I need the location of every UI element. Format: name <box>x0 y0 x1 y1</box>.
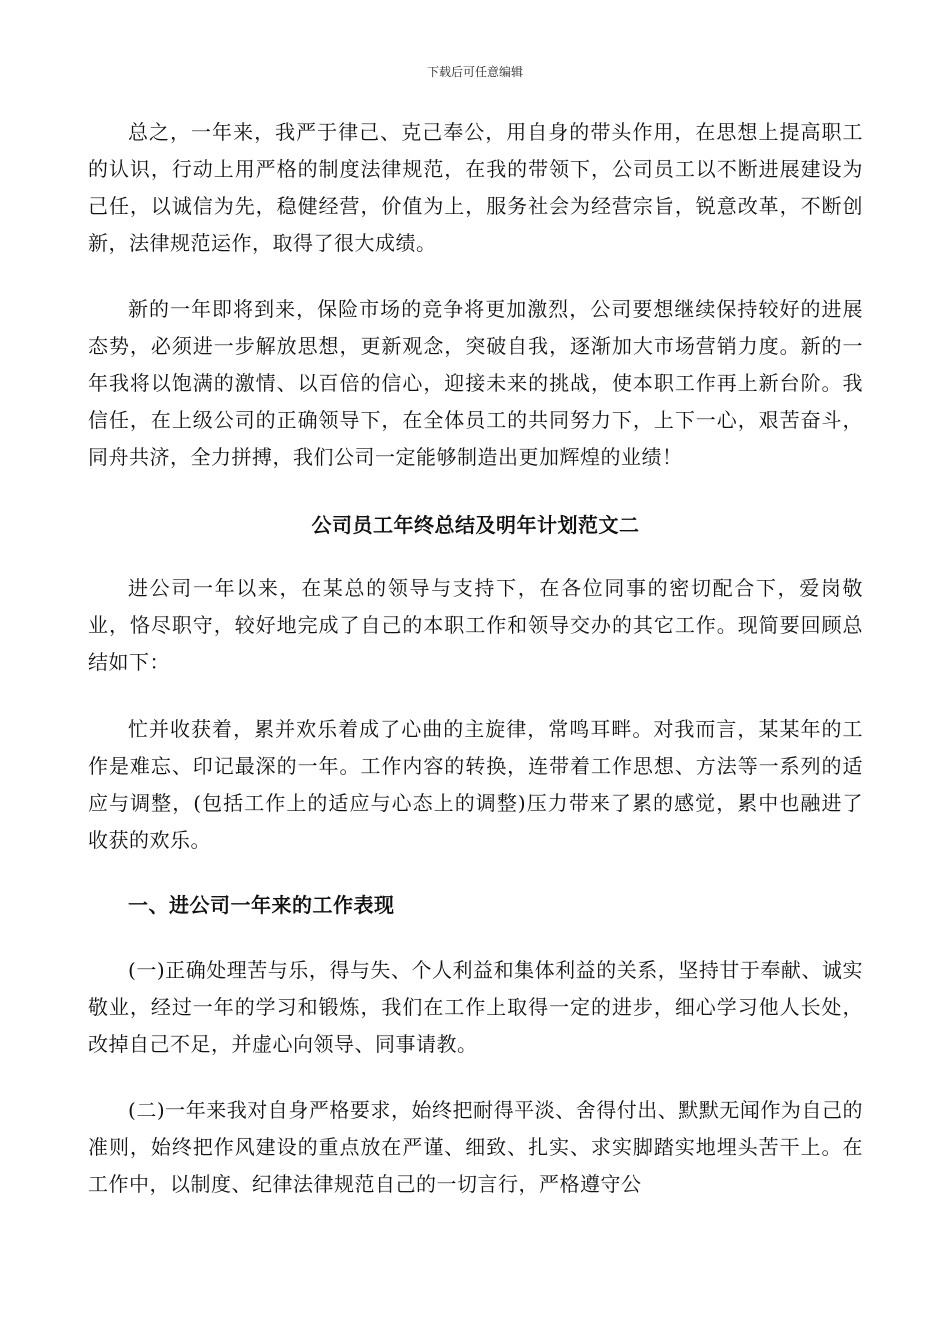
paragraph-intro: 进公司一年以来，在某总的领导与支持下，在各位同事的密切配合下，爱岗敬业，恪尽职守，较好地完成了自己的本职工作和领导交办的其它工作。现简要回顾总结如下： <box>88 576 863 674</box>
subheading-work-performance: 一、进公司一年来的工作表现 <box>128 893 395 917</box>
paragraph-summary: 总之，一年来，我严于律己、克己奉公，用自身的带头作用，在思想上提高职工的认识，行动上用严格的制度法律规范，在我的带领下，公司员工以不断进展建设为己任，以诚信为先，稳健经营，价值为上，服务社会为经营宗旨，锐意改革，不断创新，法律规范运作，取得了很大成绩。 <box>88 120 863 255</box>
section-title: 公司员工年终总结及明年计划范文二 <box>311 513 640 537</box>
document-body <box>88 114 863 1203</box>
paragraph-point-two: (二)一年来我对自身严格要求，始终把耐得平淡、舍得付出、默默无闻作为自己的准则，始终把作风建设的重点放在严谨、细致、扎实、求实脚踏实地埋头苦干上。在工作中，以制度、纪律法律规范自己的一切言行，严格遵守公 <box>88 1098 863 1196</box>
paragraph-new-year: 新的一年即将到来，保险市场的竞争将更加激烈，公司要想继续保持较好的进展态势，必须进一步解放思想，更新观念，突破自我，逐渐加大市场营销力度。新的一年我将以饱满的激情、以百倍的信心，迎接未来的挑战，使本职工作再上新台阶。我信任，在上级公司的正确领导下，在全体员工的共同努力下，上下一心，艰苦奋斗，同舟共济，全力拼搏，我们公司一定能够制造出更加辉煌的业绩！ <box>88 297 863 469</box>
paragraph-reflection: 忙并收获着，累并欢乐着成了心曲的主旋律，常鸣耳畔。对我而言，某某年的工作是难忘、印记最深的一年。工作内容的转换，连带着工作思想、方法等一系列的适应与调整，(包括工作上的适应与心态上的调整)压力带来了累的感觉，累中也融进了收获的欢乐。 <box>88 717 863 852</box>
paragraph-point-one: (一)正确处理苦与乐，得与失、个人利益和集体利益的关系，坚持甘于奉献、诚实敬业，经过一年的学习和锻炼，我们在工作上取得一定的进步，细心学习他人长处，改掉自己不足，并虚心向领导、同事请教。 <box>88 958 863 1056</box>
page-header-note: 下载后可任意编辑 <box>426 65 523 79</box>
